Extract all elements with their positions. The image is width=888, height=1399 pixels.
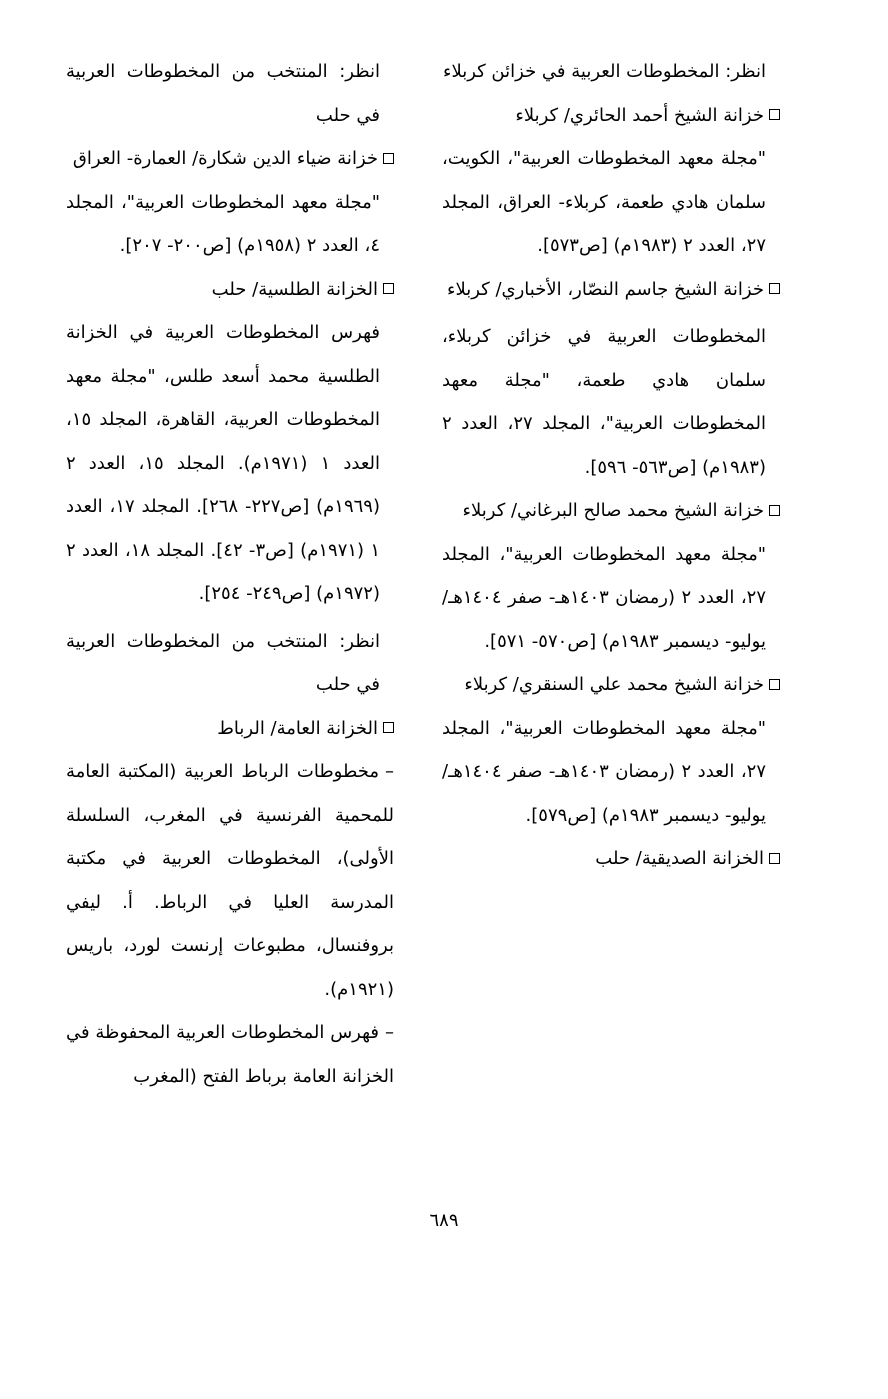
square-bullet-icon xyxy=(383,153,394,164)
entry-heading-text: خزانة ضياء الدين شكارة/ العمارة- العراق xyxy=(72,148,378,169)
entry-barghani xyxy=(442,489,780,663)
square-bullet-icon xyxy=(769,505,780,516)
see-also-aleppo xyxy=(66,50,394,137)
entry-body: "مجلة معهد المخطوطات العربية"، المجلد ٢٧، العدد ٢ (رمضان ١٤٠٣هـ- صفر ١٤٠٤هـ/ يوليو- ديسمبر ١٩٨٣م) [ص٥٧٠- ٥٧١]. xyxy=(442,543,766,652)
square-bullet-icon xyxy=(769,853,780,864)
entry-shakara xyxy=(66,137,394,268)
entry-rabat xyxy=(66,707,394,751)
list-item-text: فهرس المخطوطات العربية المحفوظة في الخزانة العامة برباط الفتح (المغرب xyxy=(66,1022,394,1087)
dash-bullet: – xyxy=(385,761,394,782)
page-number: ٦٨٩ xyxy=(429,1210,459,1231)
entry-heading-text: الخزانة الصديقية/ حلب xyxy=(595,848,764,869)
list-item xyxy=(66,750,394,1011)
rabat-item-1 xyxy=(66,750,394,1011)
see-also-aleppo-2 xyxy=(66,616,394,707)
entry-heading xyxy=(66,268,394,312)
list-item-text: مخطوطات الرباط العربية (المكتبة العامة للمحمية الفرنسية في المغرب، السلسلة الأولى)، المخطوطات العربية في مكتبة المدرسة العليا في الرباط. أ. ليفي بروفنسال، مطبوعات إرنست لورد، باريس (١٩٢١م). xyxy=(66,761,394,1000)
entry-heading xyxy=(442,663,780,707)
entry-body: "مجلة معهد المخطوطات العربية"، المجلد ٢٧، العدد ٢ (رمضان ١٤٠٣هـ- صفر ١٤٠٤هـ/ يوليو- ديسمبر ١٩٨٣م) [ص٥٧٩]. xyxy=(442,717,766,826)
entry-heading-text: خزانة الشيخ محمد صالح البرغاني/ كربلاء xyxy=(462,500,764,521)
entry-heading-text: الخزانة الطلسية/ حلب xyxy=(211,278,378,300)
entry-talasiya xyxy=(66,268,394,616)
entry-heading xyxy=(442,94,780,138)
left-column xyxy=(66,50,394,1098)
entry-heading xyxy=(66,137,394,181)
entry-heading xyxy=(66,707,394,751)
entry-heading xyxy=(442,489,780,533)
entry-heading-text: خزانة الشيخ جاسم النصّار، الأخباري/ كربلاء xyxy=(447,278,764,300)
entry-sunqari xyxy=(442,663,780,837)
entry-body: فهرس المخطوطات العربية في الخزانة الطلسية محمد أسعد طلس، "مجلة معهد المخطوطات العربية، القاهرة، المجلد ١٥، العدد ١ (١٩٧١م). المجلد ١٥، العدد ٢ (١٩٦٩م) [ص٢٢٧- ٢٦٨]. المجلد ١٧، العدد ١ (١٩٧١م) [ص٣- ٤٢]. المجلد ١٨، العدد ٢ (١٩٧٢م) [ص٢٤٩- ٢٥٤]. xyxy=(66,322,381,604)
entry-siddiqiya xyxy=(442,837,780,881)
entry-heading xyxy=(442,837,780,881)
square-bullet-icon xyxy=(769,283,780,294)
square-bullet-icon xyxy=(769,109,780,120)
square-bullet-icon xyxy=(769,679,780,690)
entry-haeri xyxy=(442,94,780,268)
entry-heading-text: خزانة الشيخ أحمد الحائري/ كربلاء xyxy=(515,104,764,126)
entry-heading-text: خزانة الشيخ محمد علي السنقري/ كربلاء xyxy=(464,674,764,695)
rabat-item-2 xyxy=(66,1011,394,1098)
list-item xyxy=(66,1011,394,1098)
dash-bullet: – xyxy=(385,1022,394,1043)
square-bullet-icon xyxy=(383,283,394,294)
right-column xyxy=(442,50,780,881)
entry-body: "مجلة معهد المخطوطات العربية"، الكويت، سلمان هادي طعمة، كربلاء- العراق، المجلد ٢٧، العدد ٢ (١٩٨٣م) [ص٥٧٣]. xyxy=(442,148,766,256)
entry-nassar xyxy=(442,268,780,490)
see-also-text: انظر: المنتخب من المخطوطات العربية في حلب xyxy=(66,630,380,695)
square-bullet-icon xyxy=(383,722,394,733)
entry-body: المخطوطات العربية في خزائن كربلاء، سلمان هادي طعمة، "مجلة معهد المخطوطات العربية"، المجلد ٢٧، العدد ٢ (١٩٨٣م) [ص٥٦٣- ٥٩٦]. xyxy=(442,326,767,478)
entry-heading xyxy=(442,268,780,312)
see-also-text: انظر: المخطوطات العربية في خزائن كربلاء xyxy=(443,61,766,82)
entry-heading-text: الخزانة العامة/ الرباط xyxy=(217,717,378,739)
see-also-karbala xyxy=(442,50,780,94)
see-also-text: انظر: المنتخب من المخطوطات العربية في حلب xyxy=(66,61,380,126)
entry-body: "مجلة معهد المخطوطات العربية"، المجلد ٤، العدد ٢ (١٩٥٨م) [ص٢٠٠- ٢٠٧]. xyxy=(66,191,380,256)
